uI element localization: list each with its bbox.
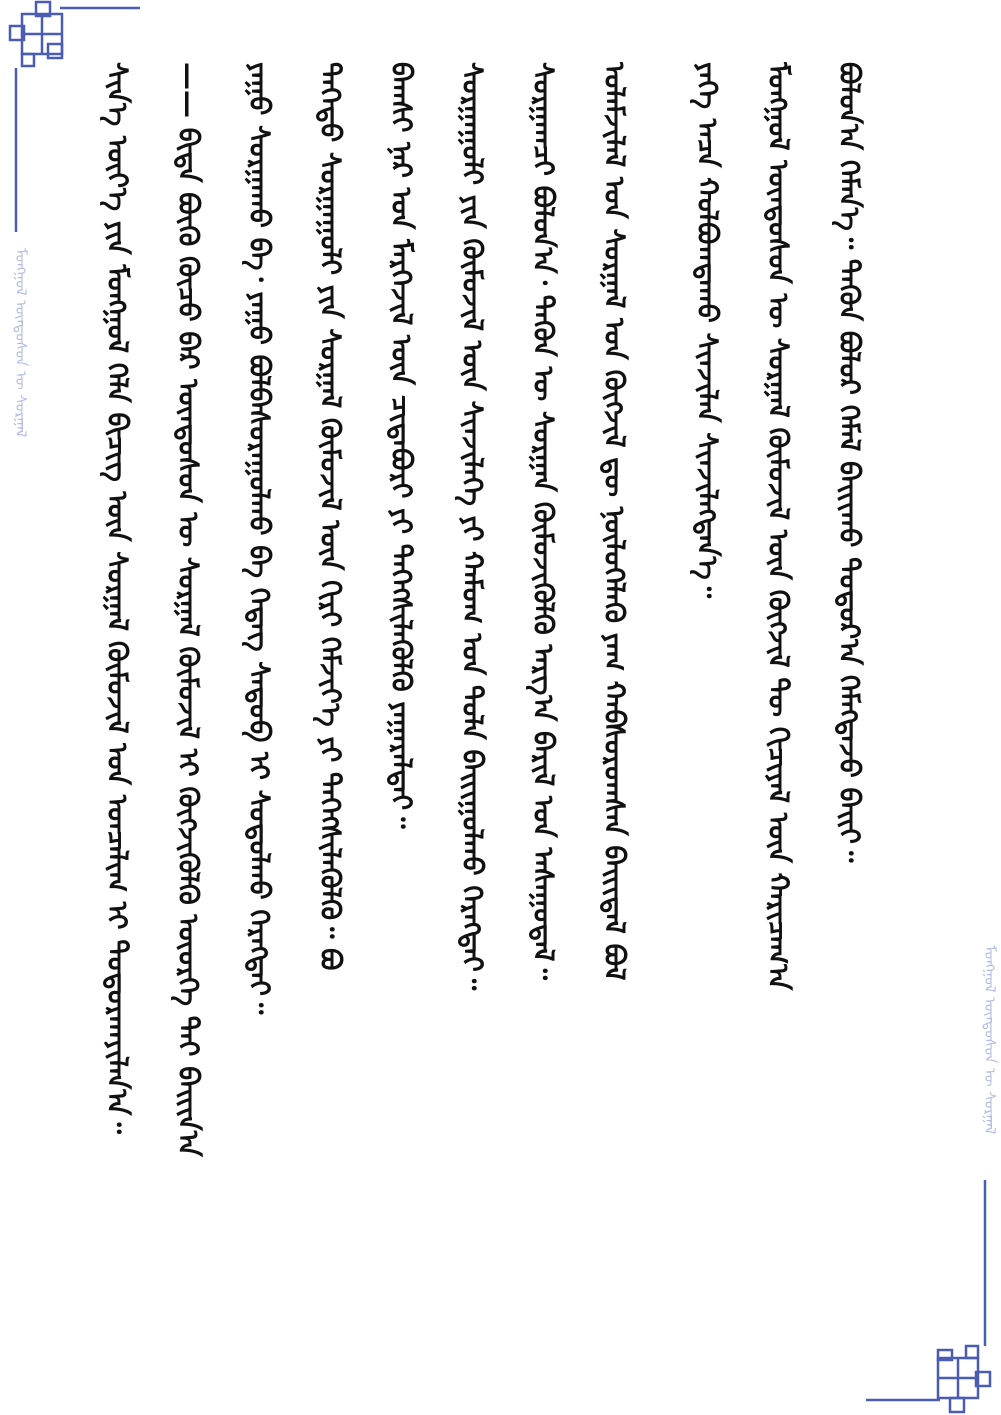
- text-column: ᠪᠣᠯᠣᠨ᠎ᠠ ᠬᠡᠮᠡᠨ᠎ᠡ᠃ ᠲᠡᠭᠦᠨ ᠪᠣᠯᠣᠷ ᠬᠡᠮᠡᠯ ᠪᠠᠢᠢᠬᠤ ᠳᠣᠲᠣᠷ᠎ᠠ ᠬᠡᠮᠡᠭᠳᠡᠵᠦ ᠪᠠᠢᠢ᠃: [833, 62, 866, 863]
- text-column: ᠰᠢᠨ᠎ᠡ ᠦᠶ᠎ᠡ ᠶᠢᠨ ᠮᠣᠩᠭᠣᠯ ᠬᠡᠯᠡ ᠪᠢᠴᠢᠭ ᠦᠨ ᠰᠤᠷᠭᠠᠯ ᠬᠥᠮᠦᠵᠢᠯ ᠤᠨ ᠣᠨᠴᠠᠯᠢᠭ ᠢ ᠲᠣᠳᠣᠷᠬᠠᠶᠢᠯᠠᠨ᠎ᠠ᠃: [101, 62, 134, 1134]
- text-column: ᠶᠠᠭᠤ ᠰᠤᠷᠭᠠᠬᠤ ᠪᠡ᠂ ᠶᠠᠭᠤ ᠪᠣᠯᠪᠠᠰᠤᠷᠠᠭᠤᠯᠬᠤ ᠪᠡ ᠭᠡᠳᠡᠭ ᠰᠡᠳᠦᠪ ᠢ ᠰᠤᠳᠤᠯᠬᠤ ᠬᠡᠷᠡᠭᠲᠡᠢ᠃: [243, 62, 276, 1015]
- text-column: ᠪᠠᠭᠰᠢ ᠨᠠᠷ ᠤᠨ ᠮᠡᠷᠭᠡᠵᠢᠯ ᠦᠨ ᠴᠢᠳᠠᠪᠤᠷᠢ ᠶᠢ ᠳᠡᠭᠡᠭᠰᠢᠯᠡᠭᠦᠯᠬᠦ ᠶᠠᠭᠠᠷᠠᠯᠲᠠᠢ᠃: [385, 62, 418, 829]
- text-column: —— ᠪᠢᠳᠡ ᠪᠦᠬᠦ ᠬᠦᠴᠦ ᠪᠡᠷ ᠦᠨᠳᠦᠰᠦᠨ ᠦ ᠰᠤᠷᠭᠠᠯ ᠬᠥᠮᠦᠵᠢᠯ ᠢ ᠬᠥᠭᠵᠢᠭᠦᠯᠬᠦ ᠦᠦᠷᠭᠡ ᠲᠠᠢ ᠪᠠᠢᠢᠨ᠎ᠠ: [172, 62, 205, 1157]
- text-column: ᠤᠯᠠᠮᠵᠢᠯᠠᠯ ᠤᠨ ᠰᠤᠷᠭᠠᠯ ᠤᠨ ᠬᠥᠭᠵᠢᠯ ᠳᠦ ᠨᠥᠯᠦᠭᠡᠯᠡᠬᠦ ᠶᠠᠭ ᠬᠠᠪᠰᠤᠷᠤᠭᠰᠠᠨ ᠪᠠᠢᠢᠳᠠᠯ ᠪᠣᠯ: [598, 62, 631, 981]
- knot-ornament-top-left: [10, 2, 62, 66]
- text-column: ᠰᠤᠷᠭᠠᠭᠴᠢ ᠪᠣᠯᠣᠨ᠎ᠠ᠂ ᠲᠡᠭᠦᠨ ᠦ ᠰᠤᠷᠭᠠᠨ ᠬᠥᠮᠦᠵᠢᠭᠦᠯᠬᠦ ᠠᠷᠭ᠎ᠠ ᠪᠠᠷᠢᠯ ᠤᠨ ᠠᠰᠠᠭᠤᠳᠠᠯ᠃: [527, 62, 560, 980]
- text-column: ᠰᠤᠷᠭᠠᠭᠤᠯᠢ ᠶᠢᠨ ᠬᠥᠮᠦᠵᠢᠯ ᠦᠨ ᠰᠢᠨᠵᠢᠯᠡᠭᠡ ᠶᠢ ᠬᠠᠮᠤᠭ ᠤᠨ ᠲᠤᠯᠠ ᠪᠠᠢᠢᠭᠤᠯᠬᠤ ᠬᠡᠷᠡᠭᠲᠡᠢ᠃: [456, 62, 489, 991]
- side-caption-left: ᠮᠣᠩᠭᠣᠯ ᠦᠨᠳᠦᠰᠦᠨ ᠦ ᠰᠤᠷᠭᠠᠯ: [12, 248, 30, 438]
- side-caption-right: ᠮᠣᠩᠭᠣᠯ ᠦᠨᠳᠦᠰᠦᠨ ᠦ ᠰᠤᠷᠭᠠᠯ: [981, 945, 999, 1135]
- text-column: ᠮᠣᠩᠭᠣᠯ ᠦᠨᠳᠦᠰᠦᠨ ᠦ ᠰᠤᠷᠭᠠᠯ ᠬᠥᠮᠦᠵᠢᠯ ᠦᠨ ᠬᠥᠭᠵᠢᠯ ᠲᠦ ᠬᠢᠴᠢᠶᠡᠯ ᠦᠨ ᠬᠠᠷᠢᠴᠠᠭ᠎ᠠ: [762, 62, 795, 991]
- paragraph-gap: [650, 62, 672, 1167]
- knot-ornament-bottom-right: [938, 1346, 990, 1412]
- text-column: ᠳᠡᠭᠡᠳᠦ ᠰᠤᠷᠭᠠᠭᠤᠯᠢ ᠶᠢᠨ ᠰᠤᠷᠭᠠᠯ ᠬᠥᠮᠦᠵᠢᠯ ᠦᠨ ᠬᠢᠷᠢ ᠬᠡᠮᠵᠢᠶ᠎ᠡ ᠶᠢ ᠳᠡᠭᠡᠭᠰᠢᠯᠡᠭᠦᠯᠬᠦ᠃ ᠪᠣ: [314, 62, 347, 971]
- mongolian-text-body: [55, 62, 885, 1167]
- text-column: ᠶᠡᠬᠡ ᠠᠴᠠ ᠬᠣᠯᠪᠣᠭᠳᠠᠬᠤ ᠰᠢᠨᠵᠢᠯᠡᠨ ᠰᠢᠨᠵᠢᠯᠡᠭᠳᠡᠨ᠎ᠡ᠃: [691, 62, 724, 599]
